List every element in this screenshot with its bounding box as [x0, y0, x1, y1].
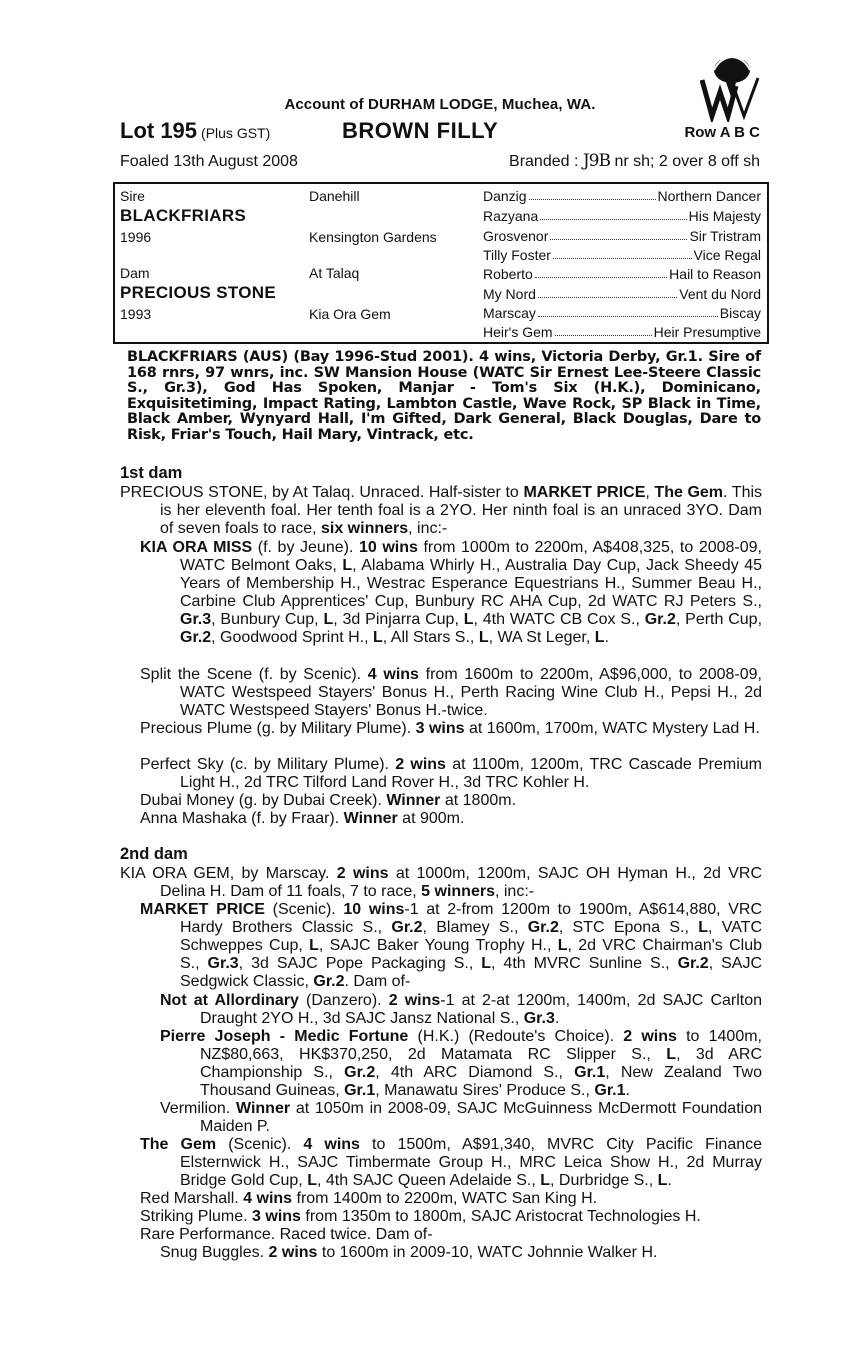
- grandsire-line: Roberto Hail to Reason: [483, 266, 761, 282]
- pedigree-table: [113, 182, 769, 344]
- dam-label: Dam: [120, 265, 150, 281]
- dam-dam: Kia Ora Gem: [309, 306, 391, 322]
- vendor-account: Account of DURHAM LODGE, Muchea, WA.: [284, 96, 596, 113]
- gst-note: (Plus GST): [201, 125, 271, 141]
- grandsire-line: Marscay Biscay: [483, 305, 761, 321]
- lot-line: [120, 118, 760, 146]
- sire-sire: Danehill: [309, 188, 360, 204]
- progeny-rare-performance: Rare Performance. Raced twice. Dam of-: [140, 1226, 433, 1243]
- grandsire-line: Danzig Northern Dancer: [483, 188, 761, 204]
- foaled-date: Foaled 13th August 2008: [120, 153, 298, 170]
- grandsire-line: Grosvenor Sir Tristram: [483, 228, 761, 244]
- dam-sire: At Talaq: [309, 265, 360, 281]
- progeny-striking-plume: Striking Plume. 3 wins from 1350m to 1800m, SAJC Aristocrat Technologies H.: [140, 1208, 701, 1225]
- progeny-snug-buggles: Snug Buggles. 2 wins to 1600m in 2009-10, WATC Johnnie Walker H.: [160, 1244, 658, 1261]
- progeny-pierre-joseph: Pierre Joseph - Medic Fortune (H.K.) (Redoute's Choice). 2 wins to 1400m, NZ$80,663, HK$370,250, 2d Matamata RC Slipper S., L, 3d ARC Championship S., Gr.2, 4th ARC Diamond S., Gr.1, New Zealand Two Thousand Guineas, Gr.1, Manawatu Sires' Produce S., Gr.1.: [160, 1028, 763, 1099]
- colour-sex: BROWN FILLY: [342, 118, 499, 143]
- sire-summary: BLACKFRIARS (AUS) (Bay 1996-Stud 2001). 4 wins, Victoria Derby, Gr.1. Sire of 168 rnrs, 97 wnrs, inc. SW Mansion House (WATC Sir Ernest Lee-Steere Classic S., Gr.3), God Has Spoken, Manjar - Tom's Six (H.K.), Dominicano, Exquisitetiming, Impact Rating, Lambton Castle, Wave Rock, SP Black in Time, Black Amber, Wynyard Hall, I'm Gifted, Dark General, Black Douglas, Dare to Risk, Friar's Touch, Hail Mary, Vintrack, etc.: [127, 349, 761, 443]
- grandsire-line: Tilly Foster Vice Regal: [483, 247, 761, 263]
- brand-mark: J9B: [582, 151, 610, 171]
- grandsire-line: My Nord Vent du Nord: [483, 286, 761, 302]
- grandsire-line: Heir's Gem Heir Presumptive: [483, 324, 761, 340]
- sire-name: BLACKFRIARS: [120, 206, 247, 225]
- dam-year: 1993: [120, 306, 152, 322]
- dam-name: PRECIOUS STONE: [120, 283, 276, 302]
- grandsire-line: Razyana His Majesty: [483, 208, 761, 224]
- progeny-the-gem: The Gem (Scenic). 4 wins to 1500m, A$91,340, MVRC City Pacific Finance Elsternwick H., SAJC Timbermate Group H., MRC Leica Show H., 2d Murray Bridge Gold Cup, L, 4th SAJC Queen Adelaide S., L, Durbridge S., L.: [140, 1136, 763, 1189]
- progeny-perfect-sky: Perfect Sky (c. by Military Plume). 2 wins at 1100m, 1200m, TRC Cascade Premium Light H., 2d TRC Tilford Land Rover H., 3d TRC Kohler H.: [140, 756, 763, 791]
- second-dam-heading: 2nd dam: [120, 845, 188, 863]
- progeny-precious-plume: Precious Plume (g. by Military Plume). 3 wins at 1600m, 1700m, WATC Mystery Lad H.: [140, 720, 760, 737]
- progeny-vermilion: Vermilion. Winner at 1050m in 2008-09, SAJC McGuinness McDermott Foundation Maiden P.: [160, 1100, 762, 1135]
- progeny-not-at-allordinary: Not at Allordinary (Danzero). 2 wins-1 at 2-at 1200m, 1400m, 2d SAJC Carlton Draught 2YO H., 3d SAJC Jansz National S., Gr.3.: [160, 992, 763, 1027]
- progeny-red-marshall: Red Marshall. 4 wins from 1400m to 2200m, WATC San King H.: [140, 1190, 598, 1207]
- progeny-market-price: MARKET PRICE (Scenic). 10 wins-1 at 2-from 1200m to 1900m, A$614,880, VRC Hardy Brothers Classic S., Gr.2, Blamey S., Gr.2, STC Epona S., L, VATC Schweppes Cup, L, SAJC Baker Young Trophy H., L, 2d VRC Chairman's Club S., Gr.3, 3d SAJC Pope Packaging S., L, 4th MVRC Sunline S., Gr.2, SAJC Sedgwick Classic, Gr.2. Dam of-: [140, 901, 763, 990]
- lot-number: Lot 195 (Plus GST): [120, 118, 271, 143]
- first-dam-heading: 1st dam: [120, 464, 183, 482]
- branded-info: Branded : J9B nr sh; 2 over 8 off sh: [509, 151, 760, 171]
- first-dam-intro: PRECIOUS STONE, by At Talaq. Unraced. Half-sister to MARKET PRICE, The Gem. This is her eleventh foal. Her tenth foal is a 2YO. Her ninth foal is an unraced 3YO. Dam of seven foals to race, six winners, inc:-: [120, 484, 763, 537]
- sire-year: 1996: [120, 229, 152, 245]
- progeny-kia-ora-miss: KIA ORA MISS (f. by Jeune). 10 wins from 1000m to 2200m, A$408,325, to 2008-09, WATC Belmont Oaks, L, Alabama Whirly H., Australia Day Cup, Jack Sheedy 45 Years of Membership H., Westrac Esperance Equestrians H., Summer Beau H., Carbine Club Apprentices' Cup, Bunbury RC AHA Cup, 2d WATC RJ Peters S., Gr.3, Bunbury Cup, L, 3d Pinjarra Cup, L, 4th WATC CB Cox S., Gr.2, Perth Cup, Gr.2, Goodwood Sprint H., L, All Stars S., L, WA St Leger, L.: [140, 539, 763, 646]
- progeny-split-the-scene: Split the Scene (f. by Scenic). 4 wins from 1600m to 2200m, A$96,000, to 2008-09, WATC Westspeed Stayers' Bonus H., Perth Racing Wine Club H., Pepsi H., 2d WATC Westspeed Stayers' Bonus H.-twice.: [140, 666, 763, 719]
- sire-label: Sire: [120, 188, 145, 204]
- row-location: Row A B C: [684, 124, 760, 141]
- progeny-anna-mashaka: Anna Mashaka (f. by Fraar). Winner at 900m.: [140, 810, 465, 827]
- progeny-dubai-money: Dubai Money (g. by Dubai Creek). Winner at 1800m.: [140, 792, 517, 809]
- sire-dam: Kensington Gardens: [309, 229, 437, 245]
- second-dam-intro: KIA ORA GEM, by Marscay. 2 wins at 1000m, 1200m, SAJC OH Hyman H., 2d VRC Delina H. Dam of 11 foals, 7 to race, 5 winners, inc:-: [120, 865, 763, 900]
